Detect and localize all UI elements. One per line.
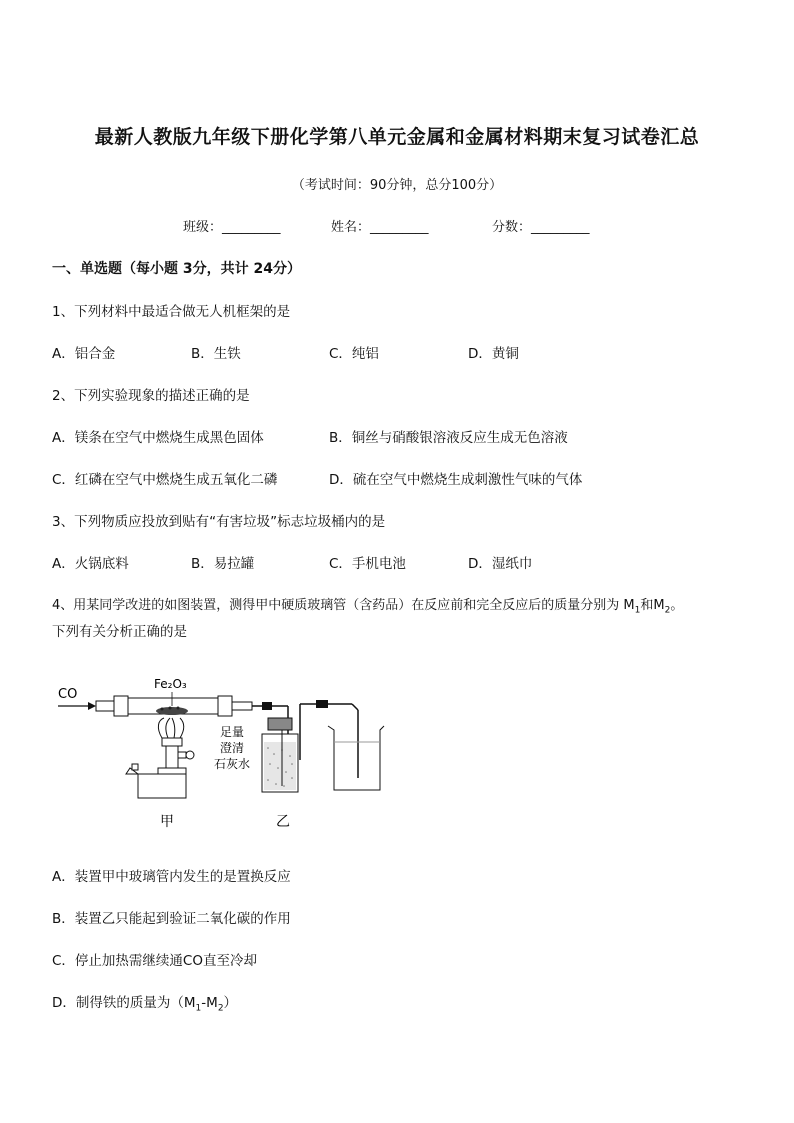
fe2o3-label: Fe₂O₃ [154,677,187,691]
label-jia: 甲 [160,814,174,830]
question-3-stem: 3、下列物质应投放到贴有“有害垃圾”标志垃圾桶内的是 [52,514,386,530]
burner-flame [158,718,183,738]
q4-option-d-mid: -M [201,995,218,1011]
label-yi: 乙 [276,814,290,830]
limewater-label-3: 石灰水 [214,757,251,771]
q3-option-a: A．火锅底料 [52,556,129,572]
beaker [328,726,384,790]
question-4-stem [52,594,683,616]
q1-option-a: A．铝合金 [52,346,116,362]
q4-option-a: A．装置甲中玻璃管内发生的是置换反应 [52,869,291,885]
q4-option-d-text: D．制得铁的质量为（M [52,995,196,1011]
limewater-label-2: 澄清 [220,741,245,755]
score-field: 分数：_________ [492,220,590,235]
q3-option-b: B．易拉罐 [191,556,255,572]
limewater-label-1: 足量 [220,725,245,739]
q2-option-c: C．红磷在空气中燃烧生成五氧化二磷 [52,472,278,488]
gas-washing-bottle [262,718,298,792]
co-label: CO [58,687,78,702]
tube-connector-1 [262,702,272,710]
q4-option-d-sub1: 1 [195,1003,202,1014]
q1-option-c: C．纯铝 [329,346,379,362]
q4-option-d-sub2: 2 [217,1003,224,1014]
q4-option-d-end: ） [223,995,238,1011]
q4-option-c: C．停止加热需继续通CO直至冷却 [52,953,257,969]
exam-info: （考试时间：90分钟，总分100分） [291,178,503,193]
q4-sub-1: 1 [634,605,641,616]
q2-option-b: B．铜丝与硝酸银溶液反应生成无色溶液 [329,430,568,446]
section-title: 一、单选题（每小题 3分，共计 24分） [52,261,301,277]
q1-option-b: B．生铁 [191,346,241,362]
co-arrowhead [88,702,96,710]
q1-option-d: D．黄铜 [468,346,519,362]
q4-stem-text: 4、用某同学改进的如图装置，测得甲中硬质玻璃管（含药品）在反应前和完全反应后的质量分别为 M [52,598,635,613]
question-1-stem: 1、下列材料中最适合做无人机框架的是 [52,304,291,320]
q4-option-d [52,991,237,1014]
name-field: 姓名：_________ [331,220,429,235]
q4-stem-and: 和M [640,598,665,613]
burner [126,738,194,798]
question-2-stem: 2、下列实验现象的描述正确的是 [52,388,250,404]
q2-option-d: D．硫在空气中燃烧生成刺激性气味的气体 [329,472,583,488]
page-title: 最新人教版九年级下册化学第八单元金属和金属材料期末复习试卷汇总 [94,126,700,148]
q4-stem-end: 。 [670,598,684,613]
q4-sub-2: 2 [664,605,671,616]
apparatus-figure [52,668,412,838]
q3-option-c: C．手机电池 [329,556,406,572]
class-field: 班级：_________ [183,220,281,235]
question-4-stem-line2: 下列有关分析正确的是 [52,624,187,640]
q3-option-d: D．湿纸巾 [468,556,533,572]
q2-option-a: A．镁条在空气中燃烧生成黑色固体 [52,430,264,446]
tube-connector-2 [316,700,328,708]
q4-option-b: B．装置乙只能起到验证二氧化碳的作用 [52,911,291,927]
